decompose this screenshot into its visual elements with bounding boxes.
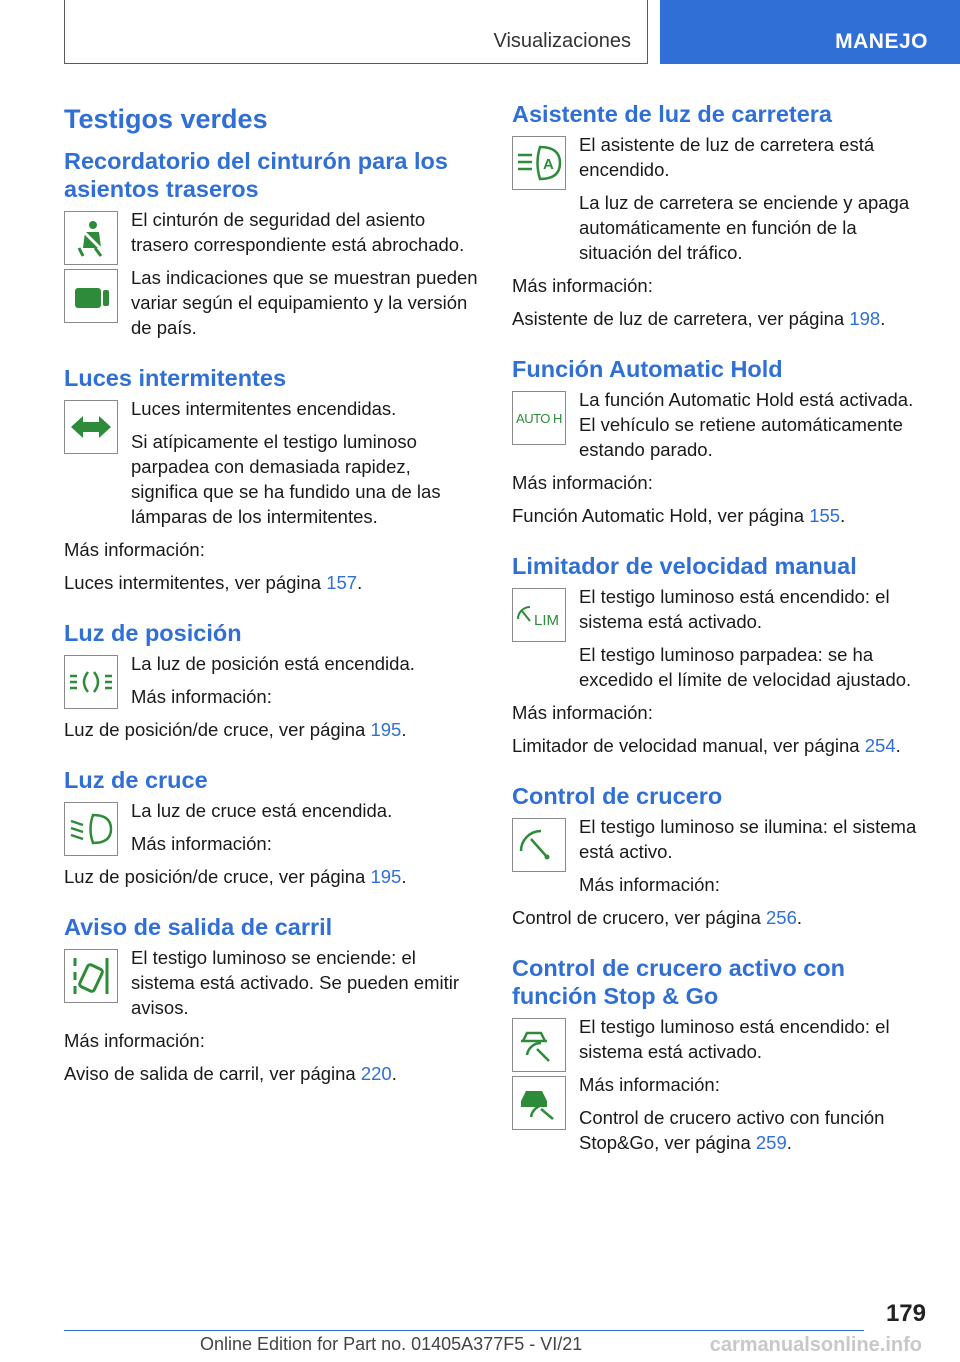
reference-text: Limitador de velocidad manual, ver página — [512, 735, 865, 756]
page-link[interactable]: 259 — [755, 1132, 787, 1153]
active-cruise-control-vehicle-icon — [512, 1076, 566, 1130]
section-heading: Control de crucero activo con función Stop & Go — [512, 955, 845, 1009]
section-heading: Recordatorio del cinturón para los asientos traseros — [64, 148, 448, 202]
limiter-icon-text: LIM — [534, 612, 560, 629]
page-reference: Control de crucero activo con función Stop&Go, ver página 259. — [579, 1107, 885, 1153]
rear-seat-status-icon — [64, 269, 118, 323]
paragraph: La luz de carretera se enciende y apaga automáticamente en función de la situación del tráfico. — [579, 192, 910, 263]
paragraph: Las indicaciones que se muestran pueden variar según el equipamiento y la versión de país. — [131, 267, 478, 338]
section-heading: Control de crucero — [512, 783, 723, 809]
page-reference: Control de crucero, ver página 256. — [512, 907, 803, 928]
cruise-control-icon — [512, 818, 566, 872]
page-reference: Luces intermitentes, ver página 157. — [64, 572, 363, 593]
page-reference: Función Automatic Hold, ver página 155. — [512, 505, 846, 526]
reference-text: Función Automatic Hold, ver página — [512, 505, 810, 526]
section-heading: Limitador de velocidad manual — [512, 553, 857, 579]
autohold-item — [512, 387, 926, 462]
paragraph: El testigo luminoso parpadea: se ha excedido el límite de velocidad ajustado. — [579, 644, 912, 690]
section-speed-limiter — [512, 552, 926, 758]
reference-text: Control de crucero, ver página — [512, 907, 766, 928]
page-link[interactable]: 254 — [864, 735, 896, 756]
acc-vehicle-item — [512, 1072, 926, 1155]
reference-text: Luces intermitentes, ver página — [64, 572, 327, 593]
section-high-beam-assist — [512, 100, 926, 331]
paragraph: Más información: — [131, 833, 272, 854]
section-heading: Luz de cruce — [64, 767, 208, 793]
position-item — [64, 651, 478, 709]
paragraph: Más información: — [579, 874, 720, 895]
paragraph: El testigo luminoso está encendido: el sistema está activado. — [579, 1016, 890, 1062]
paragraph: El asistente de luz de carretera está encendido. — [579, 134, 875, 180]
watermark: carmanualsonline.info — [709, 1334, 922, 1356]
reference-text: Luz de posición/de cruce, ver página — [64, 719, 371, 740]
edition-text: Online Edition for Part no. 01405A377F5 - VI/21 — [200, 1334, 583, 1354]
page-title: Testigos verdes — [64, 104, 268, 134]
lane-departure-icon — [64, 949, 118, 1003]
reference-text: Asistente de luz de carretera, ver página — [512, 308, 850, 329]
seatbelt-icon — [64, 211, 118, 265]
paragraph: El testigo luminoso se ilumina: el sistema está activo. — [579, 816, 917, 862]
page-link[interactable]: 157 — [326, 572, 358, 593]
section-position-light — [64, 619, 478, 742]
page-reference: Limitador de velocidad manual, ver página 254. — [512, 735, 901, 756]
section-heading: Luces intermitentes — [64, 365, 287, 391]
paragraph: La luz de cruce está encendida. — [131, 800, 393, 821]
paragraph: La función Automatic Hold está activada. El vehículo se retiene automáticamente estando parado. — [579, 389, 914, 460]
left-column — [64, 100, 478, 1110]
parking-light-icon — [64, 655, 118, 709]
paragraph: Más información: — [512, 472, 653, 493]
section-heading: Asistente de luz de carretera — [512, 101, 832, 127]
section-active-cruise-control — [512, 954, 926, 1155]
rear-seat-item — [64, 265, 478, 340]
section-lane-departure — [64, 913, 478, 1086]
section-heading: Luz de posición — [64, 620, 242, 646]
lane-item — [64, 945, 478, 1020]
page-link[interactable]: 195 — [370, 866, 402, 887]
section-turn-signals — [64, 364, 478, 595]
header-box — [64, 0, 648, 64]
high-beam-assist-icon — [512, 136, 566, 190]
section-auto-hold — [512, 355, 926, 528]
reference-text: Control de crucero activo con función Stop&Go, ver página — [579, 1107, 885, 1153]
page-link[interactable]: 198 — [849, 308, 881, 329]
paragraph: El cinturón de seguridad del asiento trasero correspondiente está abrochado. — [131, 209, 465, 255]
paragraph: La luz de posición está encendida. — [131, 653, 415, 674]
highbeam-item — [512, 132, 926, 182]
paragraph: Más información: — [131, 686, 272, 707]
section-heading: Función Automatic Hold — [512, 356, 783, 382]
chapter-tab[interactable]: MANEJO — [660, 0, 960, 64]
reference-text: Luz de posición/de cruce, ver página — [64, 866, 371, 887]
page-link[interactable]: 195 — [370, 719, 402, 740]
low-beam-icon — [64, 802, 118, 856]
page-reference: Luz de posición/de cruce, ver página 195. — [64, 866, 407, 887]
turn-signal-icon — [64, 400, 118, 454]
auto-hold-icon — [512, 391, 566, 445]
limiter-item — [512, 584, 926, 634]
cruise-item — [512, 814, 926, 897]
svg-text:A: A — [543, 156, 554, 173]
page-number: 179 — [885, 1300, 926, 1327]
page-link[interactable]: 220 — [360, 1063, 392, 1084]
paragraph: El testigo luminoso se enciende: el sistema está activado. Se pueden emitir avisos. — [131, 947, 460, 1018]
footer-divider — [64, 1330, 864, 1331]
active-cruise-control-icon — [512, 1018, 566, 1072]
section-seatbelt — [64, 147, 478, 340]
auto-hold-icon-text: AUTO H — [516, 410, 562, 426]
right-column — [512, 100, 926, 1179]
page-link[interactable]: 155 — [809, 505, 841, 526]
section-heading: Aviso de salida de carril — [64, 914, 333, 940]
paragraph: Más información: — [64, 539, 205, 560]
header-section: Visualizaciones — [493, 30, 631, 52]
turn-item — [64, 396, 478, 421]
acc-item — [512, 1014, 926, 1064]
paragraph: Luces intermitentes encendidas. — [131, 398, 397, 419]
paragraph: Más información: — [512, 702, 653, 723]
page-link[interactable]: 256 — [766, 907, 797, 928]
page-reference: Luz de posición/de cruce, ver página 195. — [64, 719, 407, 740]
section-cruise-control — [512, 782, 926, 930]
speed-limiter-icon — [512, 588, 566, 642]
paragraph: El testigo luminoso está encendido: el sistema está activado. — [579, 586, 890, 632]
paragraph: Si atípicamente el testigo luminoso parpadea con demasiada rapidez, significa que se ha fundido una de las lámparas de los intermitentes. — [131, 431, 441, 527]
seatbelt-item — [64, 207, 478, 257]
reference-text: Aviso de salida de carril, ver página — [64, 1063, 361, 1084]
paragraph: Más información: — [579, 1074, 720, 1095]
page-reference: Asistente de luz de carretera, ver página 198. — [512, 308, 886, 329]
lowbeam-item — [64, 798, 478, 856]
section-low-beam — [64, 766, 478, 889]
page-reference: Aviso de salida de carril, ver página 220. — [64, 1063, 397, 1084]
paragraph: Más información: — [64, 1030, 205, 1051]
paragraph: Más información: — [512, 275, 653, 296]
